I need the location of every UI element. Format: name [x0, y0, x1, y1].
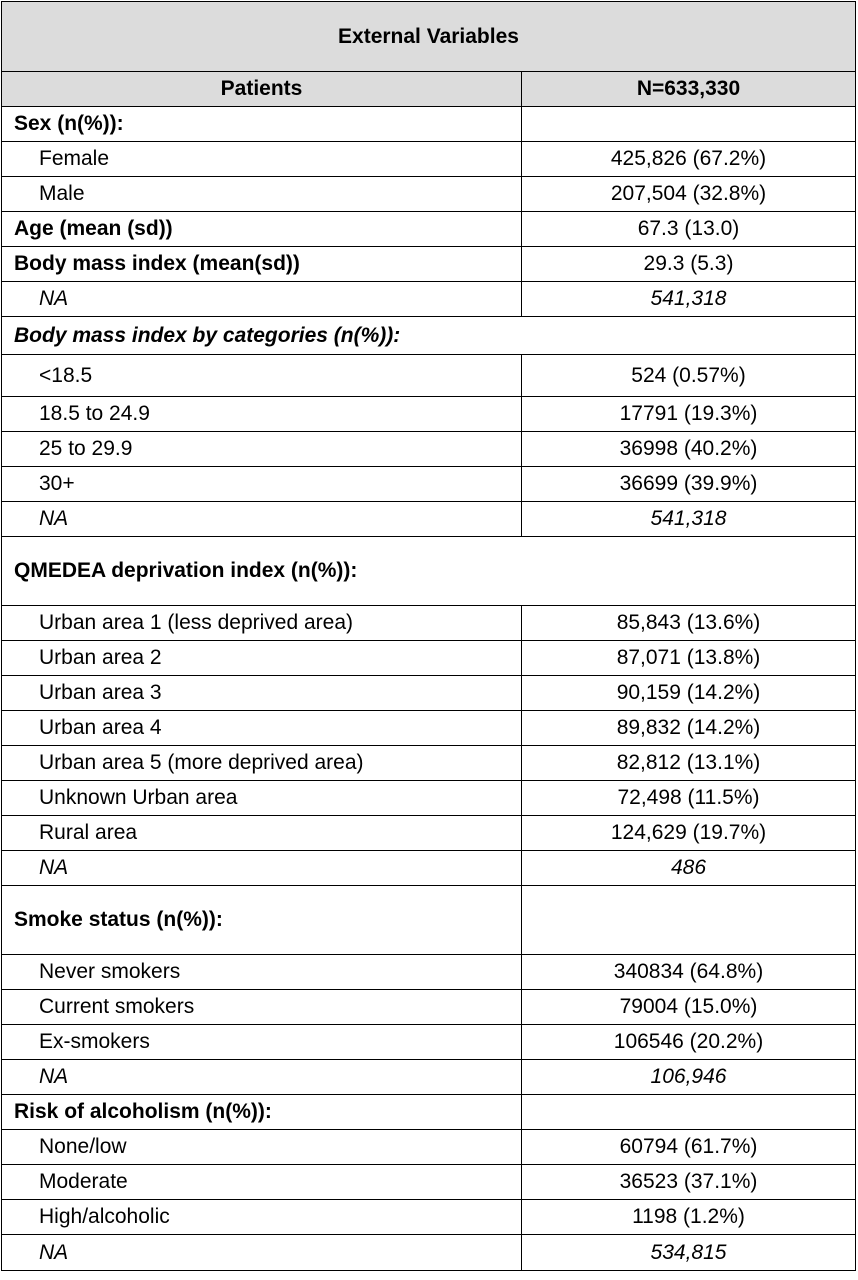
row-label: NA: [2, 502, 522, 536]
table-row: [2, 142, 855, 177]
row-value: [522, 886, 855, 954]
row-label: Body mass index (mean(sd)): [2, 247, 522, 281]
row-value: 36523 (37.1%): [619, 1170, 758, 1193]
header-n-total: N=633,330: [636, 77, 741, 100]
row-value: 17791 (19.3%): [619, 402, 758, 425]
table-row: [2, 606, 855, 641]
row-value: 87,071 (13.8%): [616, 646, 761, 669]
row-label: High/alcoholic: [2, 1200, 522, 1234]
row-value: 106546 (20.2%): [613, 1030, 764, 1053]
row-value: 207,504 (32.8%): [610, 182, 767, 205]
row-label: 18.5 to 24.9: [2, 397, 522, 431]
table-row: [2, 432, 855, 467]
table-row: [2, 851, 855, 886]
table-row: [2, 816, 855, 851]
row-label: Urban area 1 (less deprived area): [2, 606, 522, 640]
row-label: Rural area: [2, 816, 522, 850]
row-label: 30+: [2, 467, 522, 501]
row-value: 541,318: [650, 287, 727, 310]
table-row: [2, 467, 855, 502]
row-label: NA: [2, 1060, 522, 1094]
row-value: 106,946: [650, 1065, 727, 1088]
row-value: 541,318: [650, 507, 727, 530]
table-row: [2, 1095, 855, 1130]
row-label: NA: [2, 851, 522, 885]
row-value: 36699 (39.9%): [619, 472, 758, 495]
section-label: Body mass index by categories (n(%)):: [14, 323, 401, 347]
table-row: [2, 711, 855, 746]
row-label: Female: [2, 142, 522, 176]
table-row: [2, 177, 855, 212]
row-label: None/low: [2, 1130, 522, 1164]
table-row: [2, 676, 855, 711]
row-value: 79004 (15.0%): [619, 995, 758, 1018]
table-row: [2, 641, 855, 676]
row-label: Smoke status (n(%)):: [2, 886, 522, 954]
table-row: [2, 1235, 855, 1270]
table-row: [2, 397, 855, 432]
row-value: 85,843 (13.6%): [616, 611, 761, 634]
row-value: 1198 (1.2%): [632, 1205, 745, 1228]
table-row: [2, 746, 855, 781]
row-value: 36998 (40.2%): [619, 437, 758, 460]
table-row: [2, 282, 855, 317]
row-value: 340834 (64.8%): [613, 960, 764, 983]
row-label: Never smokers: [2, 955, 522, 989]
row-label: Male: [2, 177, 522, 211]
header-patients: Patients: [2, 72, 522, 106]
row-label: Risk of alcoholism (n(%)):: [2, 1095, 522, 1129]
table-row: [2, 1165, 855, 1200]
table-row: [2, 107, 855, 142]
row-value: 486: [670, 856, 707, 879]
table-row: [2, 355, 855, 397]
table-row: [2, 990, 855, 1025]
section-label: QMEDEA deprivation index (n(%)):: [14, 559, 358, 582]
section-row: [2, 317, 855, 355]
row-label: <18.5: [2, 355, 522, 396]
row-label: NA: [2, 282, 522, 316]
table-row: [2, 212, 855, 247]
row-label: Age (mean (sd)): [2, 212, 522, 246]
row-value: 124,629 (19.7%): [610, 821, 767, 844]
row-value: 90,159 (14.2%): [616, 681, 761, 704]
row-label: Urban area 4: [2, 711, 522, 745]
row-value: 534,815: [650, 1240, 727, 1264]
table-row: [2, 1060, 855, 1095]
row-label: Urban area 2: [2, 641, 522, 675]
row-label: 25 to 29.9: [2, 432, 522, 466]
row-label: Current smokers: [2, 990, 522, 1024]
row-value: 89,832 (14.2%): [616, 716, 761, 739]
table-header-row: [2, 72, 855, 107]
table-row: [2, 886, 855, 955]
row-label: Unknown Urban area: [2, 781, 522, 815]
row-value: [522, 1095, 855, 1129]
table-row: [2, 955, 855, 990]
table-row: [2, 1130, 855, 1165]
table-row: [2, 781, 855, 816]
row-label: Ex-smokers: [2, 1025, 522, 1059]
row-label: NA: [2, 1235, 522, 1270]
table-row: [2, 247, 855, 282]
section-row: [2, 537, 855, 606]
row-value: 60794 (61.7%): [619, 1135, 758, 1158]
row-value: 29.3 (5.3): [643, 252, 734, 275]
row-label: Urban area 5 (more deprived area): [2, 746, 522, 780]
table-row: [2, 502, 855, 537]
table-row: [2, 1025, 855, 1060]
row-label: Sex (n(%)):: [2, 107, 522, 141]
row-label: Moderate: [2, 1165, 522, 1199]
external-variables-table: [1, 1, 856, 1271]
row-value: 72,498 (11.5%): [617, 786, 760, 809]
row-value: 82,812 (13.1%): [616, 751, 761, 774]
row-value: 425,826 (67.2%): [610, 147, 767, 170]
table-title: External Variables: [2, 2, 855, 72]
row-value: [522, 107, 855, 141]
row-value: 524 (0.57%): [631, 363, 746, 387]
row-value: 67.3 (13.0): [637, 217, 740, 240]
table-row: [2, 1200, 855, 1235]
row-label: Urban area 3: [2, 676, 522, 710]
